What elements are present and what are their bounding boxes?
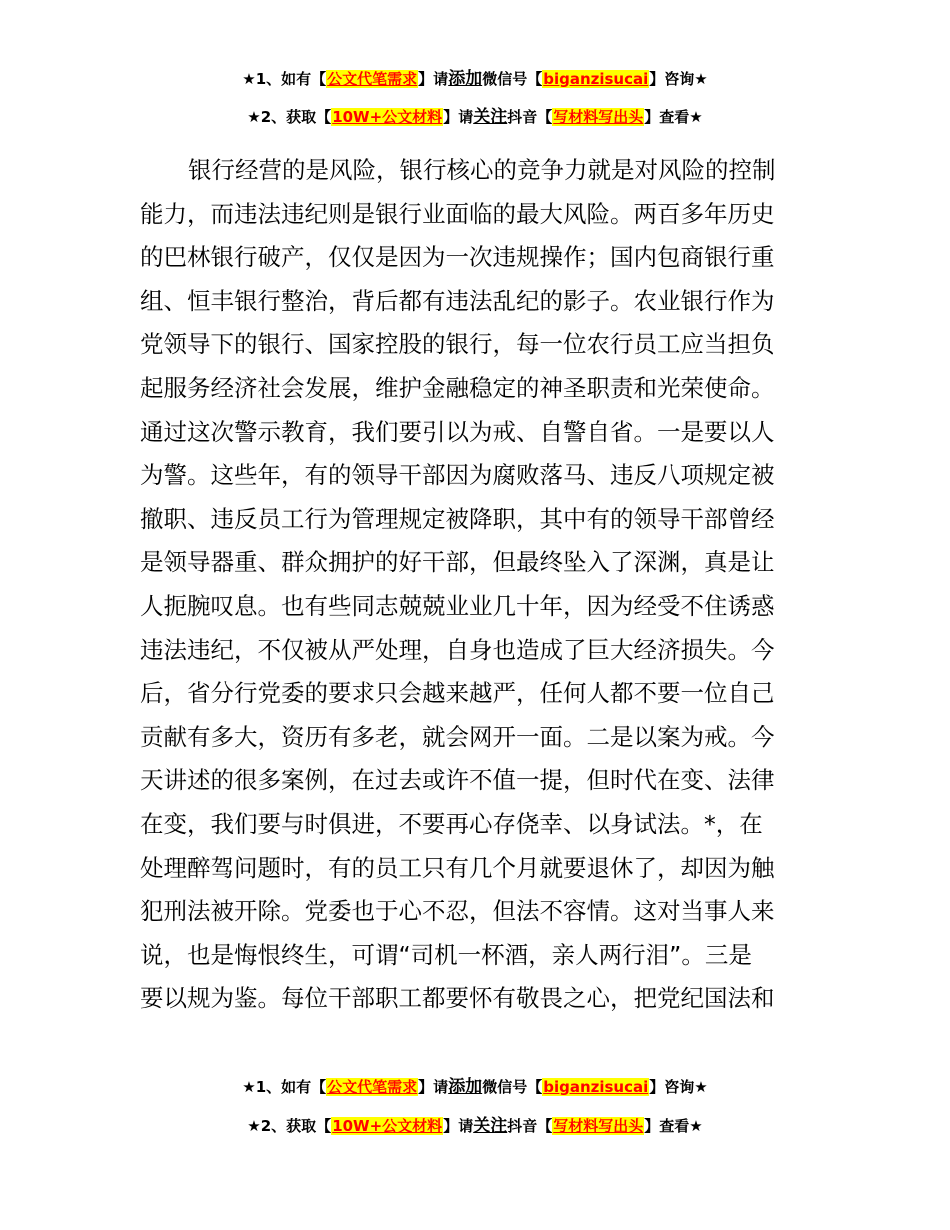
promo-prefix: ★1、如有【 [242, 70, 327, 88]
body-line: 违法违纪，不仅被从严处理，自身也造成了巨大经济损失。今 [140, 635, 775, 664]
promo-mid: 抖音【 [507, 1117, 553, 1135]
body-line: 后，省分行党委的要求只会越来越严，任何人都不要一位自己 [140, 679, 775, 708]
promo-highlight-wechat-id: biganzisucai [543, 70, 649, 88]
document-body-paragraph [140, 149, 812, 1021]
body-line: 是领导器重、群众拥护的好干部，但最终坠入了深渊，真是让 [140, 548, 775, 577]
promo-mid: 】请 [418, 1078, 449, 1096]
body-line: 银行经营的是风险，银行核心的竞争力就是对风险的控制 [188, 156, 776, 184]
body-line: 在变，我们要与时俱进，不要再心存侥幸、以身试法。*，在 [140, 809, 763, 838]
body-line: 为警。这些年，有的领导干部因为腐败落马、违反八项规定被 [140, 461, 775, 490]
promo-emphasis: 添加 [448, 69, 483, 89]
promo-suffix: 】查看★ [644, 108, 703, 126]
body-line: 撤职、违反员工行为管理规定被降职，其中有的领导干部曾经 [140, 504, 775, 533]
promo-highlight-douyin-account: 写材料写出头 [553, 1117, 644, 1135]
promo-mid: 】请 [443, 1117, 474, 1135]
body-line: 的巴林银行破产，仅仅是因为一次违规操作；国内包商银行重 [140, 243, 775, 272]
body-line: 要以规为鉴。每位干部职工都要怀有敬畏之心，把党纪国法和 [140, 984, 775, 1013]
body-line: 犯刑法被开除。党委也于心不忍，但法不容情。这对当事人来 [140, 897, 775, 926]
promo-highlight-materials: 10W+公文材料 [332, 1117, 443, 1135]
promo-mid: 抖音【 [507, 108, 553, 126]
promo-mid: 】请 [443, 108, 474, 126]
body-line: 贡献有多大，资历有多老，就会网开一面。二是以案为戒。今 [140, 722, 775, 751]
body-line: 党领导下的银行、国家控股的银行，每一位农行员工应当担负 [140, 330, 775, 359]
promo-highlight-wechat-id: biganzisucai [543, 1078, 649, 1096]
header-promo-line-2 [0, 107, 950, 127]
body-line: 能力，而违法违纪则是银行业面临的最大风险。两百多年历史 [140, 199, 775, 228]
promo-suffix: 】查看★ [644, 1117, 703, 1135]
promo-emphasis: 关注 [473, 107, 508, 127]
promo-mid: 微信号【 [482, 1078, 543, 1096]
body-line: 天讲述的很多案例，在过去或许不值一提，但时代在变、法律 [140, 766, 775, 795]
body-line: 通过这次警示教育，我们要引以为戒、自警自省。一是要以人 [140, 417, 775, 446]
promo-prefix: ★1、如有【 [242, 1078, 327, 1096]
body-line: 处理醉驾问题时，有的员工只有几个月就要退休了，却因为触 [140, 853, 775, 882]
promo-emphasis: 添加 [448, 1077, 483, 1097]
promo-highlight-materials: 10W+公文材料 [332, 108, 443, 126]
promo-mid: 】请 [418, 70, 449, 88]
header-promo-line-1 [0, 69, 950, 89]
footer-promo-line-1 [0, 1077, 950, 1097]
body-line: 人扼腕叹息。也有些同志兢兢业业几十年，因为经受不住诱惑 [140, 591, 775, 620]
promo-highlight-service: 公文代笔需求 [327, 1078, 418, 1096]
promo-highlight-service: 公文代笔需求 [327, 70, 418, 88]
promo-mid: 微信号【 [482, 70, 543, 88]
body-line: 起服务经济社会发展，维护金融稳定的神圣职责和光荣使命。 [140, 373, 775, 402]
promo-highlight-douyin-account: 写材料写出头 [553, 108, 644, 126]
promo-suffix: 】咨询★ [649, 70, 708, 88]
promo-prefix: ★2、获取【 [247, 108, 332, 126]
footer-promo-line-2 [0, 1116, 950, 1136]
body-line: 组、恒丰银行整治，背后都有违法乱纪的影子。农业银行作为 [140, 286, 775, 315]
body-line: 说，也是悔恨终生，可谓“司机一杯酒，亲人两行泪”。三是 [140, 940, 752, 969]
promo-prefix: ★2、获取【 [247, 1117, 332, 1135]
promo-emphasis: 关注 [473, 1116, 508, 1136]
promo-suffix: 】咨询★ [649, 1078, 708, 1096]
